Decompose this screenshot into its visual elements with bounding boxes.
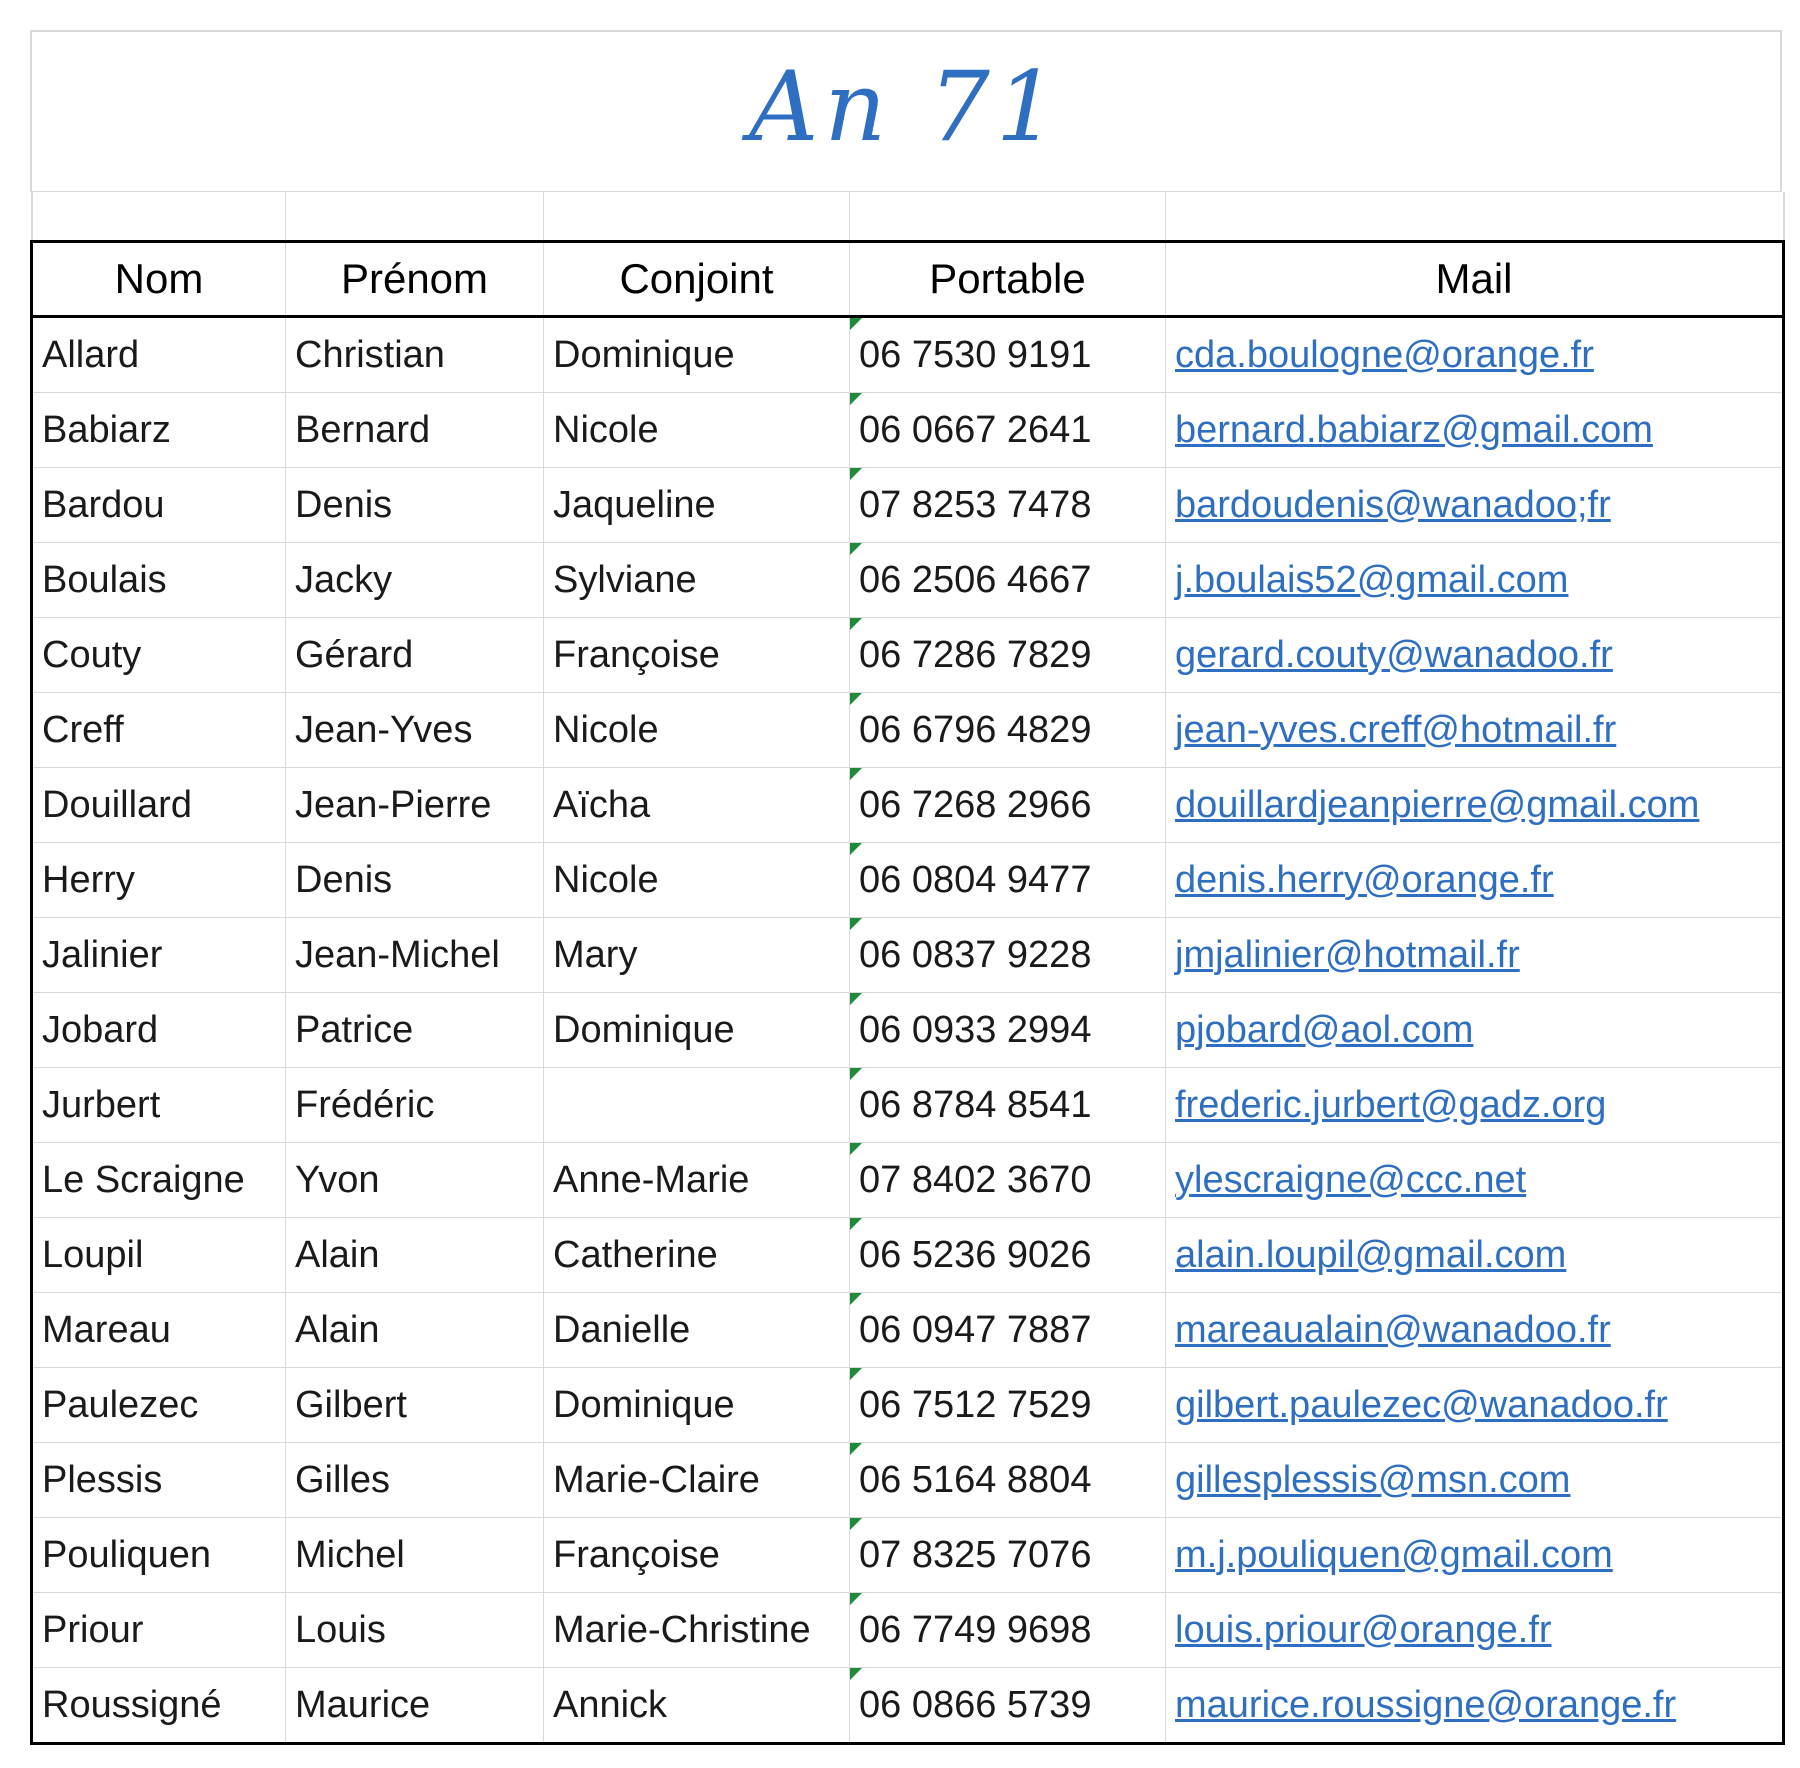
cell-nom[interactable]: Bardou xyxy=(32,468,286,543)
cell-nom[interactable]: Priour xyxy=(32,1593,286,1668)
cell-mail xyxy=(1166,918,1784,993)
table-row xyxy=(32,1068,1784,1143)
cell-mail xyxy=(1166,1143,1784,1218)
cell-mail xyxy=(1166,1668,1784,1744)
cell-conjoint[interactable]: Annick xyxy=(544,1668,850,1744)
text-format-flag-icon xyxy=(850,1368,862,1380)
cell-prenom[interactable]: Denis xyxy=(286,843,544,918)
cell-mail xyxy=(1166,1593,1784,1668)
phone-number: 07 8253 7478 xyxy=(859,483,1092,526)
cell-portable[interactable] xyxy=(850,843,1166,918)
table-row xyxy=(32,1443,1784,1518)
cell-prenom[interactable]: Christian xyxy=(286,317,544,393)
table-row xyxy=(32,1293,1784,1368)
cell-nom[interactable]: Jurbert xyxy=(32,1068,286,1143)
cell-conjoint[interactable]: Dominique xyxy=(544,993,850,1068)
blank-cell[interactable] xyxy=(544,192,850,242)
cell-portable[interactable] xyxy=(850,768,1166,843)
table-row xyxy=(32,1668,1784,1744)
cell-conjoint[interactable]: Mary xyxy=(544,918,850,993)
phone-number: 06 2506 4667 xyxy=(859,558,1092,601)
cell-portable[interactable] xyxy=(850,468,1166,543)
cell-prenom[interactable]: Patrice xyxy=(286,993,544,1068)
phone-number: 06 7530 9191 xyxy=(859,333,1092,376)
cell-conjoint[interactable]: Sylviane xyxy=(544,543,850,618)
phone-number: 06 8784 8541 xyxy=(859,1083,1092,1126)
text-format-flag-icon xyxy=(850,1443,862,1455)
text-format-flag-icon xyxy=(850,1668,862,1680)
table-row xyxy=(32,618,1784,693)
cell-portable[interactable] xyxy=(850,1368,1166,1443)
blank-row xyxy=(32,192,1784,242)
table-row xyxy=(32,693,1784,768)
cell-prenom[interactable]: Yvon xyxy=(286,1143,544,1218)
email-link[interactable]: maurice.roussigne@orange.fr xyxy=(1175,1683,1677,1726)
cell-portable[interactable] xyxy=(850,918,1166,993)
cell-mail xyxy=(1166,1068,1784,1143)
cell-portable[interactable] xyxy=(850,618,1166,693)
email-link[interactable]: ylescraigne@ccc.net xyxy=(1175,1158,1527,1201)
phone-number: 06 0947 7887 xyxy=(859,1308,1092,1351)
phone-number: 06 0837 9228 xyxy=(859,933,1092,976)
text-format-flag-icon xyxy=(850,618,862,630)
cell-mail xyxy=(1166,1443,1784,1518)
cell-conjoint[interactable]: Anne-Marie xyxy=(544,1143,850,1218)
cell-nom[interactable]: Le Scraigne xyxy=(32,1143,286,1218)
email-link[interactable]: gillesplessis@msn.com xyxy=(1175,1458,1571,1501)
cell-portable[interactable] xyxy=(850,1068,1166,1143)
cell-prenom[interactable]: Alain xyxy=(286,1293,544,1368)
text-format-flag-icon xyxy=(850,1593,862,1605)
cell-nom[interactable]: Douillard xyxy=(32,768,286,843)
cell-nom[interactable]: Babiarz xyxy=(32,393,286,468)
cell-prenom[interactable]: Michel xyxy=(286,1518,544,1593)
cell-conjoint[interactable]: Nicole xyxy=(544,693,850,768)
text-format-flag-icon xyxy=(850,1068,862,1080)
phone-number: 06 0667 2641 xyxy=(859,408,1092,451)
header-nom[interactable]: Nom xyxy=(32,242,286,317)
cell-mail xyxy=(1166,393,1784,468)
email-link[interactable]: cda.boulogne@orange.fr xyxy=(1175,333,1594,376)
cell-nom[interactable]: Herry xyxy=(32,843,286,918)
text-format-flag-icon xyxy=(850,543,862,555)
table-row xyxy=(32,1218,1784,1293)
text-format-flag-icon xyxy=(850,918,862,930)
email-link[interactable]: m.j.pouliquen@gmail.com xyxy=(1175,1533,1613,1576)
cell-mail xyxy=(1166,543,1784,618)
cell-conjoint[interactable]: Nicole xyxy=(544,393,850,468)
spreadsheet xyxy=(30,30,1782,1745)
table-row xyxy=(32,918,1784,993)
phone-number: 06 6796 4829 xyxy=(859,708,1092,751)
email-link[interactable]: mareaualain@wanadoo.fr xyxy=(1175,1308,1611,1351)
email-link[interactable]: louis.priour@orange.fr xyxy=(1175,1608,1552,1651)
text-format-flag-icon xyxy=(850,1143,862,1155)
cell-portable[interactable] xyxy=(850,693,1166,768)
table-row xyxy=(32,468,1784,543)
cell-conjoint[interactable] xyxy=(544,1068,850,1143)
text-format-flag-icon xyxy=(850,993,862,1005)
cell-nom[interactable]: Paulezec xyxy=(32,1368,286,1443)
cell-conjoint[interactable]: Françoise xyxy=(544,618,850,693)
table-row xyxy=(32,393,1784,468)
sheet-title: An 71 xyxy=(749,50,1063,163)
text-format-flag-icon xyxy=(850,1218,862,1230)
phone-number: 06 5164 8804 xyxy=(859,1458,1092,1501)
text-format-flag-icon xyxy=(850,1518,862,1530)
phone-number: 06 7286 7829 xyxy=(859,633,1092,676)
cell-mail xyxy=(1166,468,1784,543)
blank-cell[interactable] xyxy=(286,192,544,242)
cell-conjoint[interactable]: Dominique xyxy=(544,1368,850,1443)
header-prenom[interactable]: Prénom xyxy=(286,242,544,317)
cell-portable[interactable] xyxy=(850,1143,1166,1218)
cell-prenom[interactable]: Jean-Yves xyxy=(286,693,544,768)
cell-conjoint[interactable]: Françoise xyxy=(544,1518,850,1593)
cell-nom[interactable]: Couty xyxy=(32,618,286,693)
blank-cell[interactable] xyxy=(850,192,1166,242)
cell-portable[interactable] xyxy=(850,1218,1166,1293)
cell-prenom[interactable]: Maurice xyxy=(286,1668,544,1744)
table-row xyxy=(32,317,1784,393)
cell-prenom[interactable]: Jean-Pierre xyxy=(286,768,544,843)
email-link[interactable]: j.boulais52@gmail.com xyxy=(1175,558,1569,601)
email-link[interactable]: bernard.babiarz@gmail.com xyxy=(1175,408,1653,451)
cell-portable[interactable] xyxy=(850,1293,1166,1368)
cell-portable[interactable] xyxy=(850,317,1166,393)
email-link[interactable]: denis.herry@orange.fr xyxy=(1175,858,1554,901)
cell-prenom[interactable]: Alain xyxy=(286,1218,544,1293)
table-row xyxy=(32,768,1784,843)
text-format-flag-icon xyxy=(850,768,862,780)
cell-portable[interactable] xyxy=(850,393,1166,468)
table-row xyxy=(32,1368,1784,1443)
cell-mail xyxy=(1166,843,1784,918)
cell-prenom[interactable]: Frédéric xyxy=(286,1068,544,1143)
email-link[interactable]: douillardjeanpierre@gmail.com xyxy=(1175,783,1700,826)
phone-number: 06 0933 2994 xyxy=(859,1008,1092,1051)
cell-prenom[interactable]: Jacky xyxy=(286,543,544,618)
cell-nom[interactable]: Allard xyxy=(32,317,286,393)
phone-number: 07 8325 7076 xyxy=(859,1533,1092,1576)
phone-number: 06 7268 2966 xyxy=(859,783,1092,826)
text-format-flag-icon xyxy=(850,318,862,330)
cell-mail xyxy=(1166,618,1784,693)
phone-number: 06 5236 9026 xyxy=(859,1233,1092,1276)
email-link[interactable]: alain.loupil@gmail.com xyxy=(1175,1233,1567,1276)
phone-number: 07 8402 3670 xyxy=(859,1158,1092,1201)
text-format-flag-icon xyxy=(850,468,862,480)
header-conjoint[interactable]: Conjoint xyxy=(544,242,850,317)
blank-cell[interactable] xyxy=(32,192,286,242)
cell-prenom[interactable]: Denis xyxy=(286,468,544,543)
blank-cell[interactable] xyxy=(1166,192,1784,242)
phone-number: 06 0866 5739 xyxy=(859,1683,1092,1726)
table-row xyxy=(32,543,1784,618)
cell-prenom[interactable]: Bernard xyxy=(286,393,544,468)
cell-mail xyxy=(1166,1368,1784,1443)
cell-nom[interactable]: Pouliquen xyxy=(32,1518,286,1593)
header-row xyxy=(32,242,1784,317)
cell-mail xyxy=(1166,317,1784,393)
table-row xyxy=(32,843,1784,918)
text-format-flag-icon xyxy=(850,693,862,705)
cell-prenom[interactable]: Louis xyxy=(286,1593,544,1668)
phone-number: 06 7512 7529 xyxy=(859,1383,1092,1426)
cell-portable[interactable] xyxy=(850,1443,1166,1518)
cell-portable[interactable] xyxy=(850,1518,1166,1593)
cell-mail xyxy=(1166,768,1784,843)
email-link[interactable]: jean-yves.creff@hotmail.fr xyxy=(1175,708,1617,751)
email-link[interactable]: bardoudenis@wanadoo;fr xyxy=(1175,483,1611,526)
cell-prenom[interactable]: Jean-Michel xyxy=(286,918,544,993)
cell-conjoint[interactable]: Catherine xyxy=(544,1218,850,1293)
text-format-flag-icon xyxy=(850,393,862,405)
cell-nom[interactable]: Jobard xyxy=(32,993,286,1068)
cell-conjoint[interactable]: Marie-Christine xyxy=(544,1593,850,1668)
cell-nom[interactable]: Plessis xyxy=(32,1443,286,1518)
cell-prenom[interactable]: Gilbert xyxy=(286,1368,544,1443)
cell-conjoint[interactable]: Jaqueline xyxy=(544,468,850,543)
cell-mail xyxy=(1166,1293,1784,1368)
title-cell[interactable] xyxy=(30,30,1782,192)
cell-portable[interactable] xyxy=(850,543,1166,618)
cell-mail xyxy=(1166,1218,1784,1293)
header-portable[interactable]: Portable xyxy=(850,242,1166,317)
email-link[interactable]: gilbert.paulezec@wanadoo.fr xyxy=(1175,1383,1668,1426)
cell-mail xyxy=(1166,693,1784,768)
table-row xyxy=(32,1518,1784,1593)
header-mail[interactable]: Mail xyxy=(1166,242,1784,317)
cell-conjoint[interactable]: Danielle xyxy=(544,1293,850,1368)
cell-nom[interactable]: Roussigné xyxy=(32,1668,286,1744)
email-link[interactable]: gerard.couty@wanadoo.fr xyxy=(1175,633,1613,676)
cell-conjoint[interactable]: Aïcha xyxy=(544,768,850,843)
cell-nom[interactable]: Boulais xyxy=(32,543,286,618)
phone-number: 06 7749 9698 xyxy=(859,1608,1092,1651)
cell-prenom[interactable]: Gilles xyxy=(286,1443,544,1518)
email-link[interactable]: frederic.jurbert@gadz.org xyxy=(1175,1083,1607,1126)
table-row xyxy=(32,1143,1784,1218)
text-format-flag-icon xyxy=(850,843,862,855)
email-link[interactable]: pjobard@aol.com xyxy=(1175,1008,1474,1051)
text-format-flag-icon xyxy=(850,1293,862,1305)
cell-portable[interactable] xyxy=(850,993,1166,1068)
cell-nom[interactable]: Loupil xyxy=(32,1218,286,1293)
cell-mail xyxy=(1166,1518,1784,1593)
cell-nom[interactable]: Creff xyxy=(32,693,286,768)
phone-number: 06 0804 9477 xyxy=(859,858,1092,901)
cell-mail xyxy=(1166,993,1784,1068)
table-row xyxy=(32,993,1784,1068)
contacts-table xyxy=(30,192,1785,1745)
cell-conjoint[interactable]: Marie-Claire xyxy=(544,1443,850,1518)
cell-conjoint[interactable]: Nicole xyxy=(544,843,850,918)
cell-portable[interactable] xyxy=(850,1593,1166,1668)
table-row xyxy=(32,1593,1784,1668)
cell-prenom[interactable]: Gérard xyxy=(286,618,544,693)
cell-conjoint[interactable]: Dominique xyxy=(544,317,850,393)
cell-nom[interactable]: Mareau xyxy=(32,1293,286,1368)
cell-portable[interactable] xyxy=(850,1668,1166,1744)
cell-nom[interactable]: Jalinier xyxy=(32,918,286,993)
email-link[interactable]: jmjalinier@hotmail.fr xyxy=(1175,933,1520,976)
